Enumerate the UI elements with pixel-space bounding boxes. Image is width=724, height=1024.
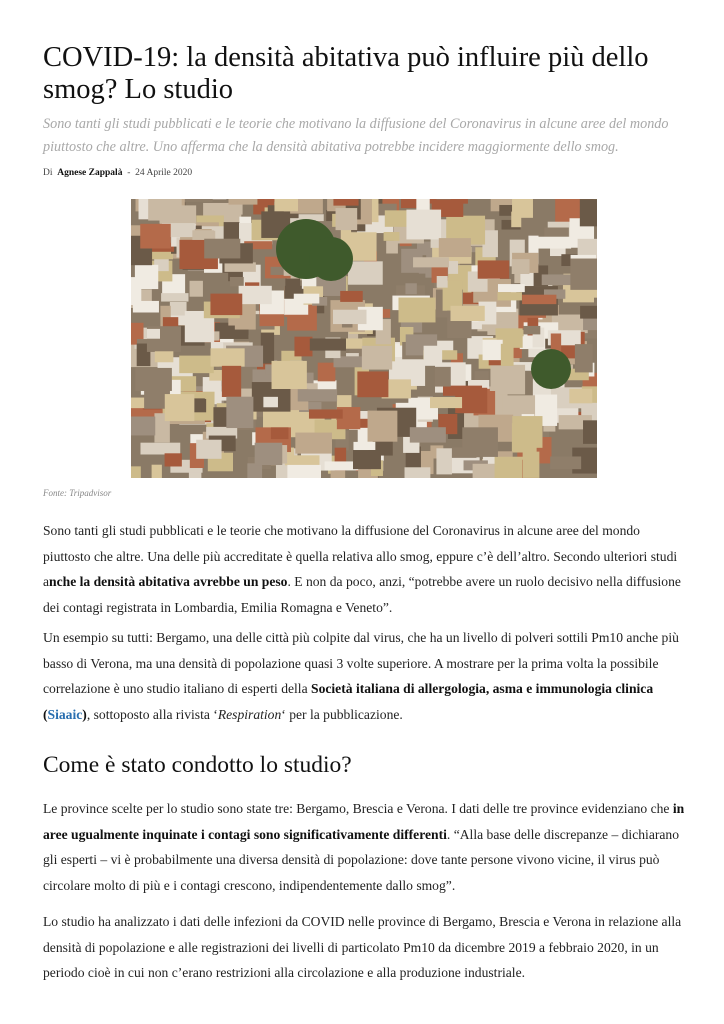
house-block [580,306,597,319]
house-block [570,259,597,290]
author-link[interactable]: Agnese Zappalà [57,168,123,178]
house-block [406,210,441,240]
house-block [357,371,388,397]
house-block [405,467,431,478]
house-block [318,363,336,382]
text: , sottoposto alla rivista ‘ [86,706,218,722]
house-block [287,465,321,478]
house-block [255,443,283,465]
house-block [163,317,178,327]
house-block [152,465,162,478]
house-block [239,286,272,304]
article-subtitle: Sono tanti gli studi pubblicati e le teorie che motivano la diffusione del Coronavirus in alcune aree del mondo piuttosto che altre. Uno afferma che la densità abitativa potrebbe incidere maggiormente dello smog. [43,116,669,155]
house-block [424,346,443,366]
house-block [483,340,503,360]
article-title: COVID-19: la densità abitativa può influire più dello smog? Lo studio [43,42,649,105]
house-block [298,389,337,401]
house-block [309,409,343,418]
paragraph-1 [43,518,688,620]
italic-text: Respiration [217,706,282,722]
house-block [310,338,346,350]
house-block [211,348,245,366]
house-block [523,452,540,478]
house-block [131,466,141,478]
house-block [405,283,416,294]
house-block [443,386,482,396]
house-block [512,416,542,448]
house-block [398,298,435,323]
tree [531,349,571,389]
house-block [478,260,510,278]
bold-text: ) [82,706,87,722]
text: Le province scelte per lo studio sono state tre: Bergamo, Brescia e Verona. I dati delle tre province evidenziano che [43,801,673,816]
house-block [413,257,449,267]
house-block [362,346,392,370]
house-block [333,199,358,206]
house-block [140,224,170,249]
house-block [228,199,257,205]
tree [309,237,353,281]
house-block [225,262,256,272]
house-block [247,463,262,478]
image-caption: Fonte: Tripadvisor [43,488,112,498]
house-block [204,239,240,259]
house-block [384,232,400,241]
house-block [285,455,320,465]
house-block [368,411,398,442]
house-block [294,294,320,304]
house-block [473,464,498,478]
text: . E non da poco, anzi, “potrebbe avere un ruolo decisivo nella diffusione dei contagi registrata in Lombardia, Emilia Romagna e Veneto”. [43,574,681,615]
text: . “Alla base delle discrepanze – dichiarano gli esperti – vi è probabilmente una diversa densità di popolazione: dove tante persone vivono vicine, il virus può circolare molto di più e i contagi crescono, indipendentemente dallo smog”. [43,826,680,893]
house-block [580,199,597,226]
house-block [161,293,188,301]
house-block [272,361,307,389]
text: Un esempio su tutti: Bergamo, una delle città più colpite dal virus, che ha un livello di polveri sottili Pm10 anche più basso di Verona, ma una densità di popolazione quasi 3 volte superiore. A mostrare per la prima volta la possibile correlazione è uno studio italiano di esperti della [43,630,679,696]
house-block [148,199,181,221]
house-block [450,306,484,321]
byline [43,168,192,178]
house-block [274,199,298,211]
house-block [511,212,521,228]
house-block [179,356,214,374]
house-block [192,230,214,240]
house-block [410,427,446,442]
house-block [222,366,241,397]
house-block [550,456,581,469]
bold-text: nche la densità abitativa avrebbe un peso [49,574,288,589]
text: Sono tanti gli studi pubblicati e le teorie che motivano la diffusione del Coronavirus in alcune aree del mondo piuttosto che altre. Una delle più accreditate è quella relativa allo smog, eppure c’è dell’altro. Secondo ulteriori studi a [43,523,678,589]
house-block [522,295,556,304]
house-block [439,238,471,257]
article-image [131,199,597,478]
house-block [133,301,159,313]
paragraph-3 [43,796,688,898]
house-block [523,326,540,334]
byline-separator: - [127,168,131,178]
house-block [230,277,244,286]
house-block [462,427,498,457]
house-block [333,310,367,324]
house-block [501,344,514,366]
house-block [583,420,597,444]
house-block [512,259,530,274]
house-block [196,440,221,459]
paragraph-4: Lo studio ha analizzato i dati delle infezioni da COVID nelle province di Bergamo, Brescia e Verona in relazione alla densità di popolazione e alle registrazioni dei livelli di particolato Pm10 da dicembre 2019 a febbraio 2020, in un periodo cioè in cui non c’erano restrizioni alla circolazione e alla produzione industriale. [43,914,682,980]
house-block [498,292,522,300]
house-block [271,427,289,439]
house-block [295,433,332,454]
house-block [155,351,174,362]
house-block [147,329,160,339]
house-block [490,365,525,395]
paragraph-2 [43,625,688,727]
house-block [498,284,525,292]
house-block [348,261,383,284]
section-heading: Come è stato condotto lo studio? [43,752,352,778]
house-block [569,389,592,404]
house-block [353,450,381,469]
house-block [437,276,448,288]
house-block [135,265,158,289]
house-block [435,367,451,387]
siaaic-link[interactable]: Siaaic [47,706,83,722]
aerial-town-photo [131,199,597,478]
house-block [190,281,203,297]
house-block [263,397,278,407]
house-block [336,208,358,230]
house-block [165,394,195,421]
house-block [131,417,155,436]
text: ‘ per la pubblicazione. [281,706,403,722]
house-block [135,368,172,391]
house-block [340,291,363,302]
publish-date: 24 Aprile 2020 [135,168,193,178]
house-block [535,237,572,249]
house-block [436,448,452,474]
house-block [575,344,593,372]
bold-text: in aree ugualmente inquinate i contagi sono significativamente differenti [43,801,685,842]
house-block [226,397,253,428]
house-block [210,294,242,315]
house-block [140,443,180,455]
house-block [206,204,242,215]
bold-text: Società italiana di allergologia, asma e immunologia clinica ( [43,681,654,722]
byline-prefix: Di [43,168,53,178]
house-block [430,397,462,408]
house-block [294,337,312,357]
house-block [165,453,182,466]
